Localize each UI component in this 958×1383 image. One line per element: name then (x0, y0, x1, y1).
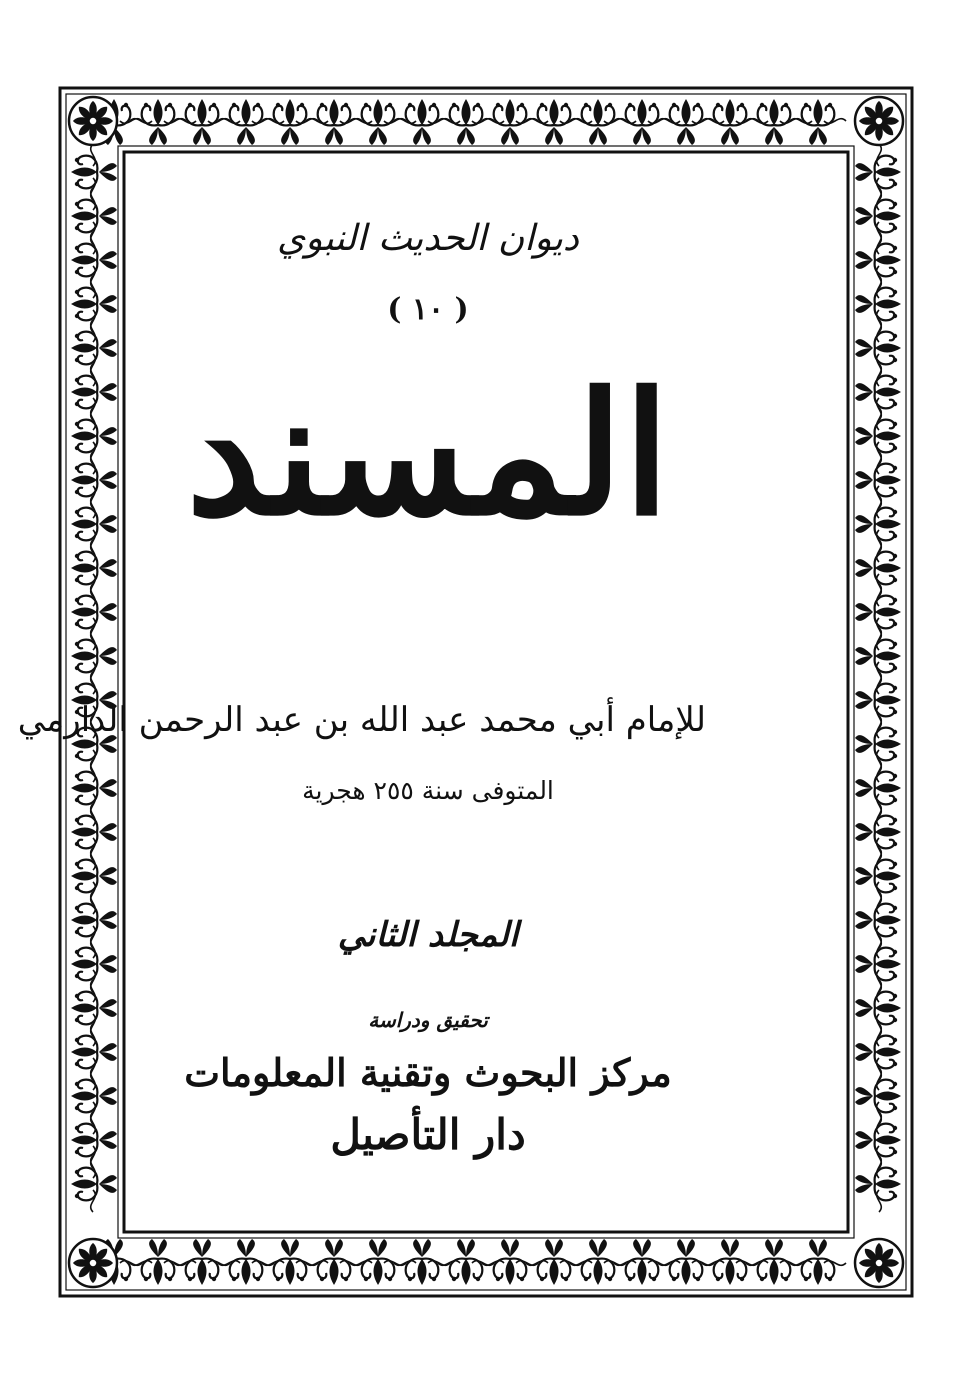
series-title: ديوان الحديث النبوي (277, 218, 579, 259)
ornament-motif (855, 1156, 901, 1212)
ornament-motif (218, 1239, 274, 1285)
ornament-motif (71, 364, 117, 420)
ornament-motif (855, 584, 901, 640)
ornament-motif (482, 1239, 538, 1285)
ornament-motif (702, 99, 758, 145)
corner-rosette (855, 97, 903, 145)
ornament-motif (855, 760, 901, 816)
ornament-motif (702, 1239, 758, 1285)
ornament-motif (855, 540, 901, 596)
ornament-motif (71, 760, 117, 816)
ornament-motif (262, 1239, 318, 1285)
cover-content (17, 120, 706, 1159)
research-center: مركز البحوث وتقنية المعلومات (184, 1050, 672, 1095)
ornament-motif (658, 1239, 714, 1285)
ornament-motif (570, 1239, 626, 1285)
ornament-motif (306, 1239, 362, 1285)
ornament-motif (71, 1068, 117, 1124)
ornament-motif (71, 408, 117, 464)
ornament-motif (855, 232, 901, 288)
ornament-motif (855, 496, 901, 552)
series-number: ( ١٠ ) (387, 292, 469, 327)
editing-label: تحقيق ودراسة (368, 1008, 488, 1032)
publisher-name: دار التأصيل (330, 1110, 526, 1159)
author-name: للإمام أبي محمد عبد الله بن عبد الرحمن الدارمي (17, 700, 706, 740)
ornament-motif (855, 980, 901, 1036)
ornament-motif (71, 276, 117, 332)
death-date: المتوفى سنة ٢٥٥ هجرية (302, 776, 554, 805)
ornament-motif (855, 276, 901, 332)
ornament-motif (71, 452, 117, 508)
ornament-motif (71, 188, 117, 244)
ornament-motif (855, 408, 901, 464)
ornament-motif (71, 628, 117, 684)
ornament-motif (746, 1239, 802, 1285)
ornament-motif (71, 804, 117, 860)
ornament-motif (855, 188, 901, 244)
book-title: المسند (186, 355, 670, 553)
ornament-motif (71, 232, 117, 288)
ornament-motif (71, 892, 117, 948)
ornament-motif (71, 848, 117, 904)
ornament-motif (855, 892, 901, 948)
ornament-motif (71, 320, 117, 376)
ornament-motif (855, 804, 901, 860)
ornament-motif (71, 1024, 117, 1080)
ornament-motif (855, 672, 901, 728)
ornament-motif (790, 1239, 846, 1285)
ornament-motif (855, 848, 901, 904)
ornament-motif (71, 540, 117, 596)
ornament-motif (71, 496, 117, 552)
ornament-motif (438, 1239, 494, 1285)
corner-rosette (69, 97, 117, 145)
ornament-motif (855, 320, 901, 376)
ornament-motif (71, 584, 117, 640)
ornament-motif (855, 1024, 901, 1080)
ornament-motif (71, 144, 117, 200)
ornament-motif (855, 452, 901, 508)
ornament-motif (855, 364, 901, 420)
ornament-motif (790, 99, 846, 145)
ornament-motif (526, 1239, 582, 1285)
ornament-motif (855, 144, 901, 200)
ornament-motif (130, 1239, 186, 1285)
ornament-motif (746, 99, 802, 145)
ornament-motif (350, 1239, 406, 1285)
ornament-motif (71, 936, 117, 992)
ornament-motif (71, 1156, 117, 1212)
corner-rosette (855, 1239, 903, 1287)
ornament-motif (174, 1239, 230, 1285)
ornament-motif (855, 1068, 901, 1124)
ornament-motif (855, 936, 901, 992)
ornament-motif (71, 980, 117, 1036)
ornament-motif (855, 628, 901, 684)
corner-rosette (69, 1239, 117, 1287)
ornament-motif (71, 1112, 117, 1168)
ornament-motif (614, 1239, 670, 1285)
ornament-motif (855, 716, 901, 772)
ornament-motif (394, 1239, 450, 1285)
ornament-motif (855, 1112, 901, 1168)
volume-label: المجلد الثاني (337, 915, 519, 955)
